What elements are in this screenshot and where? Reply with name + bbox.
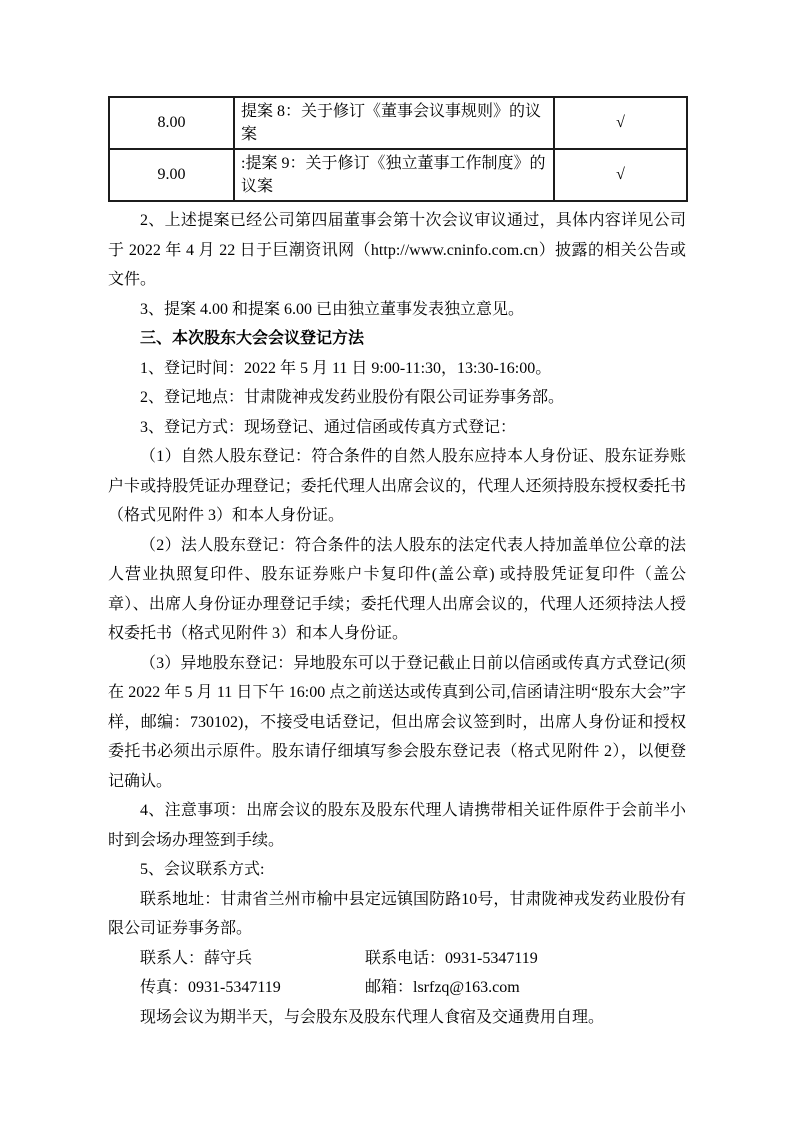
- proposal-row: [109, 149, 687, 201]
- proposal-table: [108, 96, 688, 202]
- contact-phone: 联系电话：0931-5347119: [365, 949, 538, 967]
- contact-row-1: [108, 944, 686, 974]
- proposal-title-cell: :提案 9：关于修订《独立董事工作制度》的议案: [234, 149, 554, 201]
- registration-time: 1、登记时间：2022 年 5 月 11 日 9:00-11:30，13:30-16:00。: [140, 359, 552, 377]
- contact-heading: 5、会议联系方式:: [140, 861, 265, 878]
- note-paragraph-3: 3、提案 4.00 和提案 6.00 已由独立董事发表独立意见。: [140, 300, 525, 318]
- document-content: [108, 0, 686, 1032]
- vote-check-cell: √: [554, 97, 687, 149]
- registration-method: 3、登记方式：现场登记、通过信函或传真方式登记：: [140, 418, 517, 436]
- body-text: [108, 206, 686, 1032]
- section-heading: 三、本次股东大会会议登记方法: [140, 330, 365, 347]
- contact-email: 邮箱：lsrfzq@163.com: [365, 979, 520, 996]
- proposal-row: [109, 97, 687, 149]
- registration-place: 2、登记地点：甘肃陇神戎发药业股份有限公司证券事务部。: [140, 389, 565, 406]
- natural-person-registration: （1）自然人股东登记：符合条件的自然人股东应持本人身份证、股东证券账户卡或持股凭证办理登记；委托代理人出席会议的，代理人还须持股东授权委托书（格式见附件 3）和本人身份证。: [108, 448, 686, 524]
- notice-paragraph: 4、注意事项：出席会议的股东及股东代理人请携带相关证件原件于会前半小时到会场办理签到手续。: [108, 802, 686, 849]
- contact-fax: 传真：0931-5347119: [140, 979, 281, 996]
- proposal-number-cell: 9.00: [109, 149, 234, 201]
- vote-check-cell: √: [554, 149, 687, 201]
- contact-person: 联系人：薛守兵: [140, 949, 253, 967]
- remote-shareholder-registration: （3）异地股东登记：异地股东可以于登记截止日前以信函或传真方式登记(须在 2022 年 5 月 11 日下午 16:00 点之前送达或传真到公司,信函请注明“股东大会”字样，邮编：730102)，不接受电话登记，但出席会议签到时，出席人身份证和授权委托书必须出示原件。股东请仔细填写参会股东登记表（格式见附件 2），以便登记确认。: [108, 654, 686, 790]
- proposal-title-cell: 提案 8：关于修订《董事会议事规则》的议案: [234, 97, 554, 149]
- contact-row-2: [108, 973, 686, 1003]
- meeting-duration-note: 现场会议为期半天，与会股东及股东代理人食宿及交通费用自理。: [140, 1008, 605, 1026]
- contact-address: 联系地址：甘肃省兰州市榆中县定远镇国防路10号，甘肃陇神戎发药业股份有限公司证券事务部。: [108, 890, 686, 937]
- proposal-number-cell: 8.00: [109, 97, 234, 149]
- note-paragraph-2: 2、上述提案已经公司第四届董事会第十次会议审议通过，具体内容详见公司于 2022 年 4 月 22 日于巨潮资讯网（http://www.cninfo.com.cn）披露的相关公告或文件。: [108, 212, 686, 288]
- legal-person-registration: （2）法人股东登记：符合条件的法人股东的法定代表人持加盖单位公章的法人营业执照复印件、股东证券账户卡复印件(盖公章) 或持股凭证复印件（盖公章）、出席人身份证办理登记手续；委托代理人出席会议的，代理人还须持法人授权委托书（格式见附件 3）和本人身份证。: [108, 536, 686, 642]
